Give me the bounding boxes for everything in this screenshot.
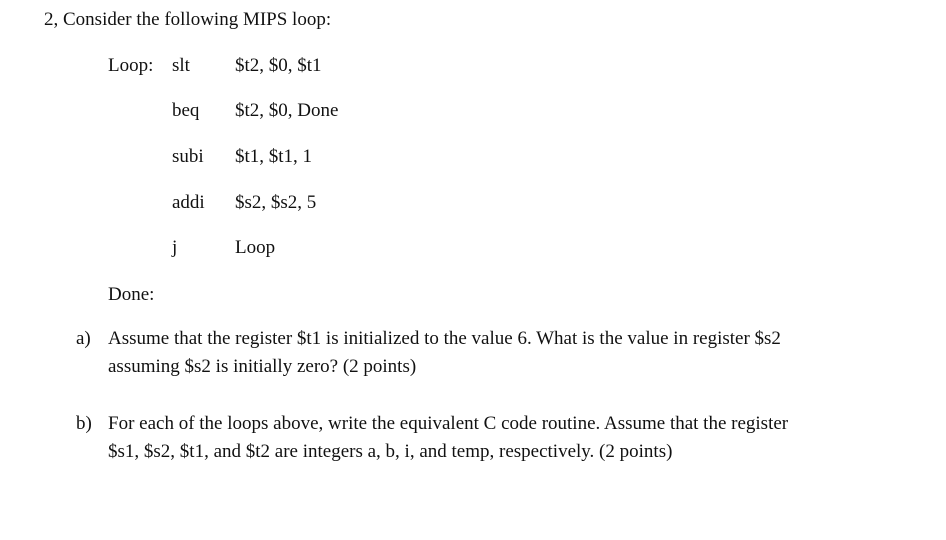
code-op-subi: subi xyxy=(172,146,204,167)
code-op-addi: addi xyxy=(172,192,205,213)
code-op-j: j xyxy=(172,237,178,258)
done-label: Done: xyxy=(108,284,155,305)
part-b-line-1: For each of the loops above, write the equivalent C code routine. Assume that the register xyxy=(108,413,789,434)
code-args-slt: $t2, $0, $t1 xyxy=(235,55,322,76)
code-args-j: Loop xyxy=(235,237,276,258)
part-a-line-1: Assume that the register $t1 is initialized to the value 6. What is the value in register $s2 xyxy=(108,328,781,349)
part-b-marker: b) xyxy=(76,413,92,434)
question-heading: 2, Consider the following MIPS loop: xyxy=(44,9,332,30)
code-args-beq: $t2, $0, Done xyxy=(235,100,339,121)
part-a-text xyxy=(108,325,888,381)
part-a-line-2: assuming $s2 is initially zero? (2 points) xyxy=(108,356,417,377)
code-args-addi: $s2, $s2, 5 xyxy=(235,192,317,213)
code-op-beq: beq xyxy=(172,100,200,121)
code-args-subi: $t1, $t1, 1 xyxy=(235,146,313,167)
code-op-slt: slt xyxy=(172,55,190,76)
part-b-line-2: $s1, $s2, $t1, and $t2 are integers a, b, i, and temp, respectively. (2 points) xyxy=(108,441,673,462)
part-b-text xyxy=(108,410,888,466)
part-a-marker: a) xyxy=(76,328,91,349)
loop-label: Loop: xyxy=(108,55,154,76)
